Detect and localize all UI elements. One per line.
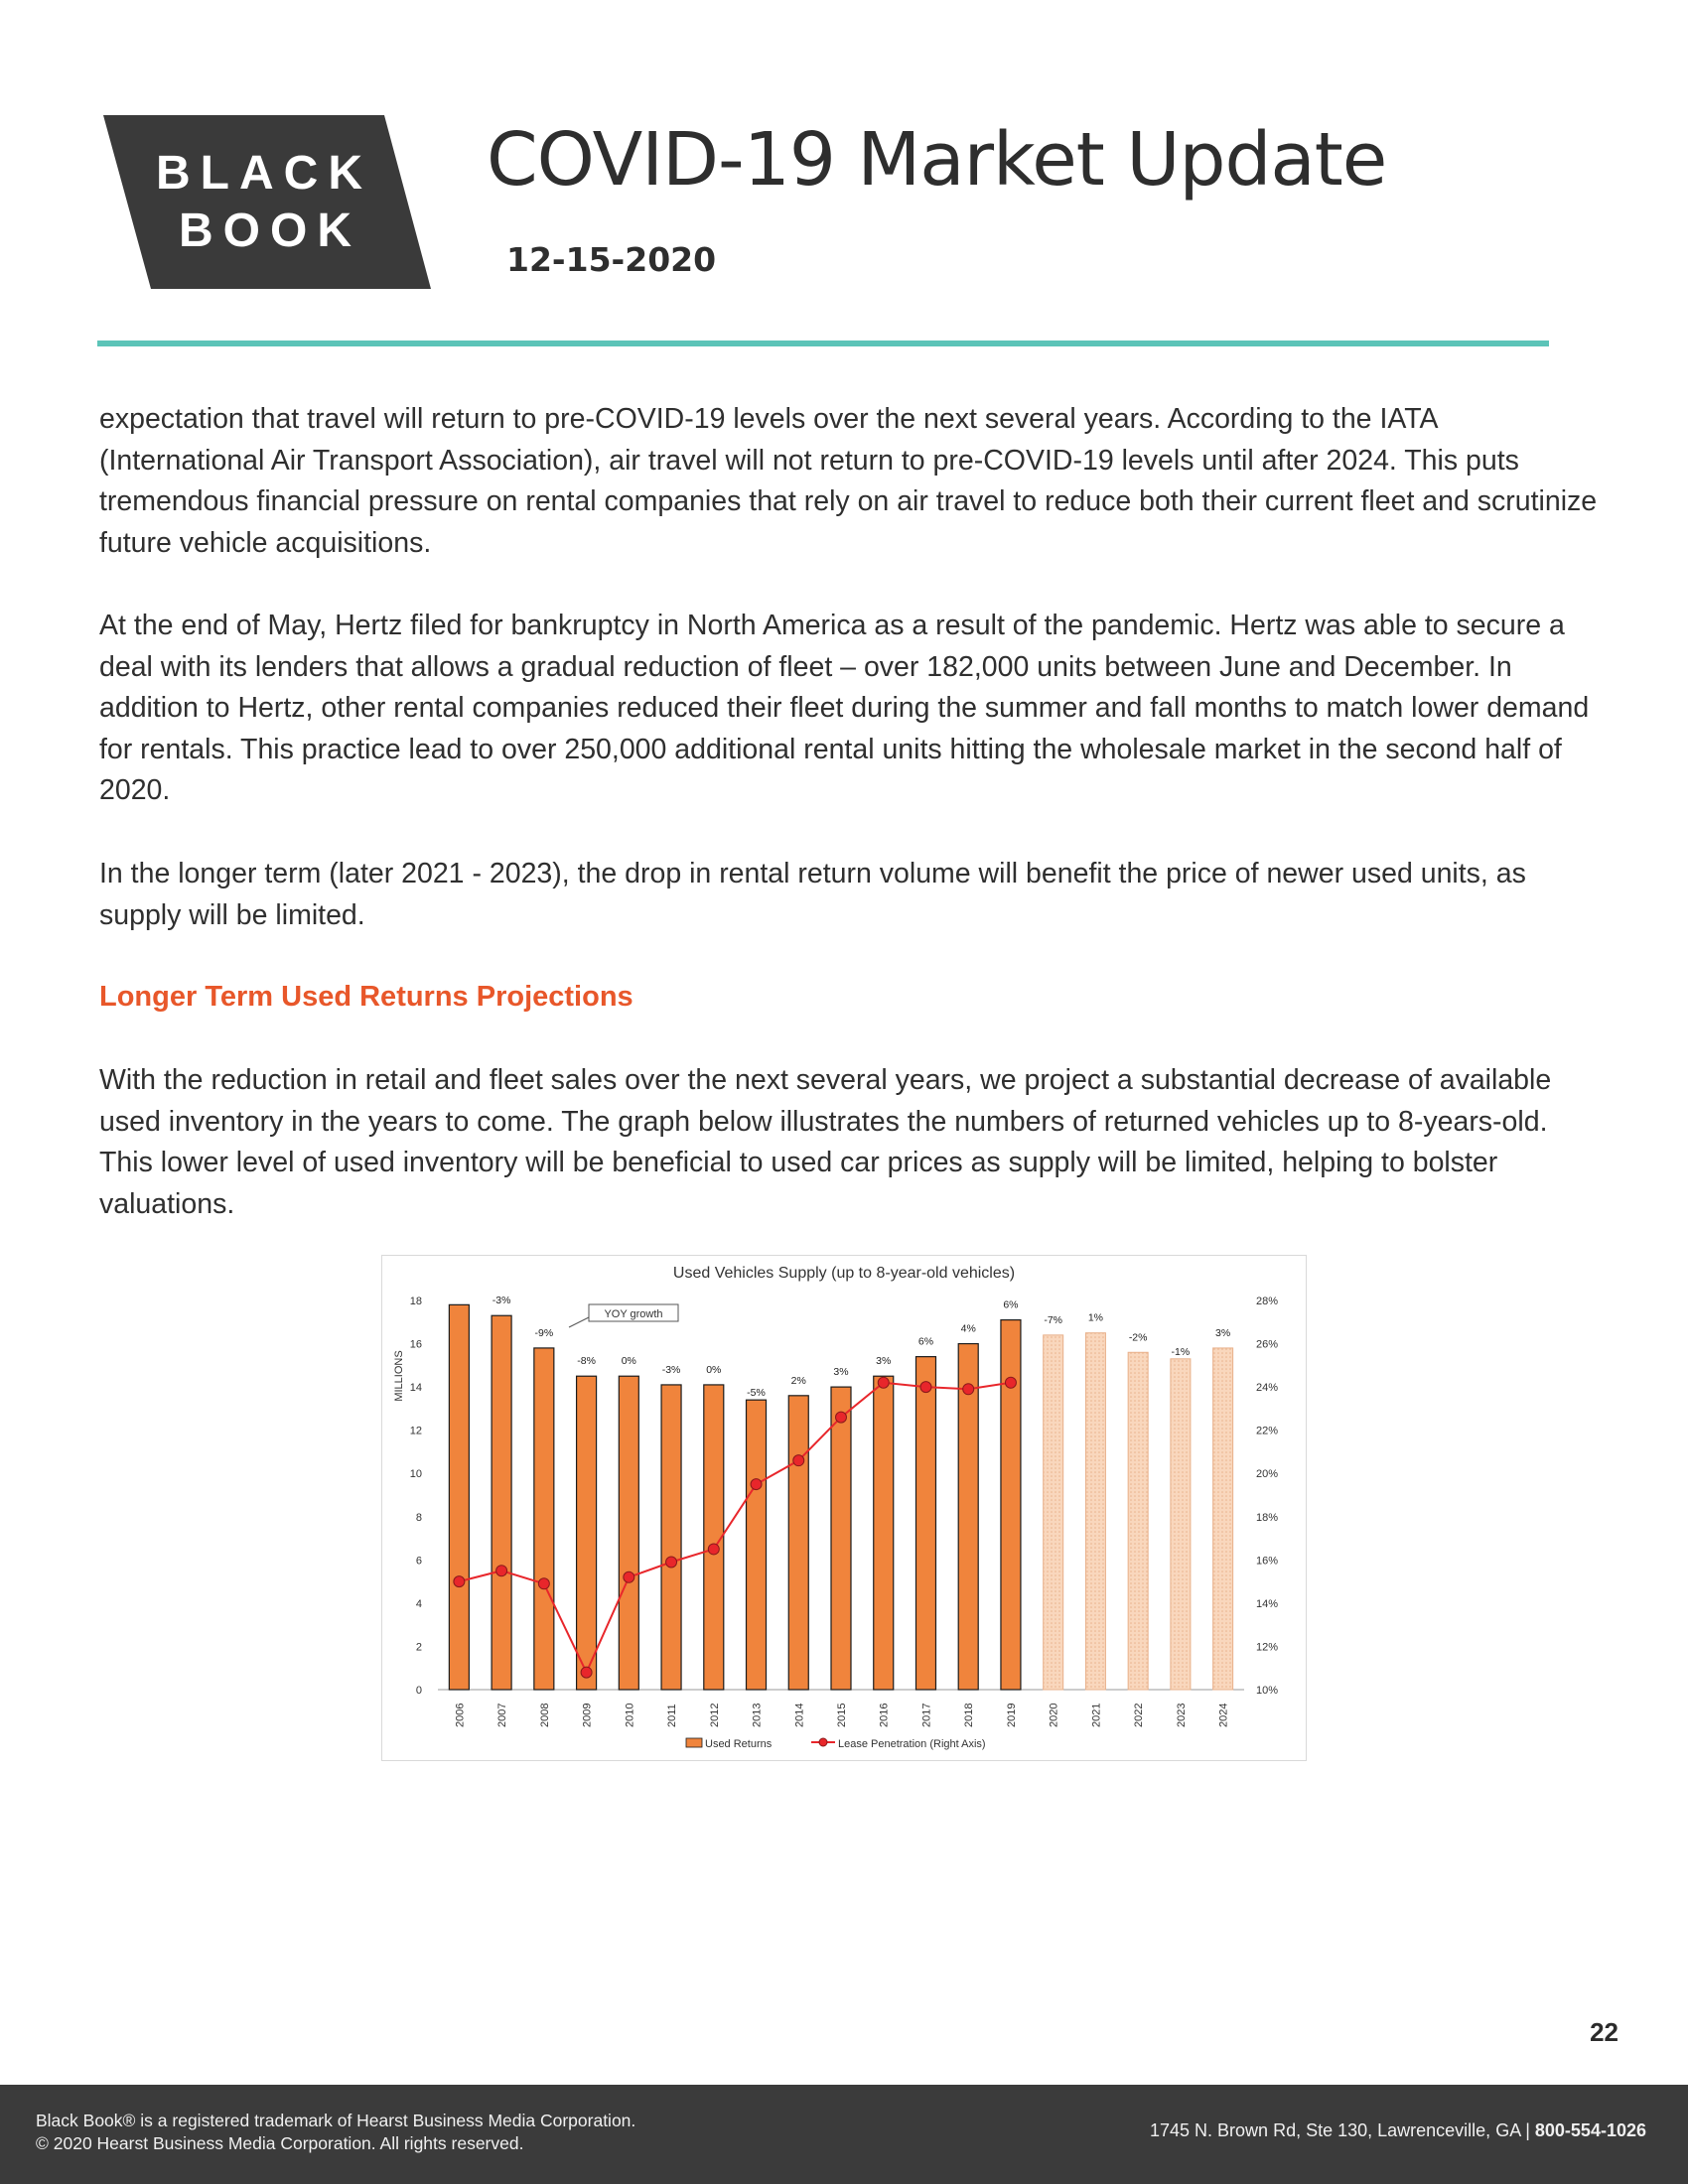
- data-label: -3%: [661, 1363, 681, 1376]
- y-tick-label: 8: [415, 1511, 422, 1524]
- y-axis-label: MILLIONS: [393, 1350, 405, 1402]
- x-tick-label: 2019: [1005, 1703, 1018, 1727]
- data-label: 3%: [876, 1355, 892, 1368]
- x-tick-label: 2009: [581, 1703, 594, 1727]
- bar-2017: [915, 1357, 935, 1690]
- annotation-text: YOY growth: [604, 1308, 663, 1320]
- logo-line-2: BOOK: [179, 205, 361, 257]
- lease-point-2018: [963, 1384, 974, 1395]
- paragraph-2: At the end of May, Hertz filed for bankruptcy in North America as a result of the pandemic. Hertz was able to secure a deal with its lenders that allows a gradual reduction of fleet – over 182,000 units between June and December. In addition to Hertz, other rental companies reduced their fleet during the summer and fall months to match lower demand for rentals. This practice lead to over 250,000 additional rental units hitting the wholesale market in the second half of 2020.: [99, 610, 1590, 806]
- lease-point-2011: [666, 1557, 677, 1568]
- y2-tick-label: 20%: [1256, 1468, 1279, 1481]
- footer: [0, 2085, 1688, 2184]
- data-label: 0%: [706, 1363, 722, 1376]
- data-label: -1%: [1171, 1345, 1191, 1358]
- data-label: 6%: [1003, 1298, 1019, 1311]
- lease-point-2013: [751, 1479, 762, 1490]
- lease-point-2009: [581, 1667, 592, 1678]
- bar-2008: [534, 1348, 554, 1690]
- y2-tick-label: 24%: [1256, 1382, 1279, 1395]
- data-label: -3%: [492, 1295, 511, 1307]
- x-tick-label: 2020: [1048, 1703, 1060, 1727]
- page-number: 22: [1590, 2017, 1618, 2047]
- bar-2020: [1044, 1335, 1063, 1690]
- x-tick-label: 2012: [708, 1703, 721, 1727]
- y-tick-label: 14: [409, 1382, 422, 1395]
- lease-point-2008: [538, 1578, 549, 1589]
- legend-line-marker: [819, 1738, 827, 1746]
- y-tick-label: 4: [415, 1597, 422, 1610]
- header-rule: [97, 341, 1549, 346]
- bar-2021: [1085, 1333, 1105, 1690]
- y2-tick-label: 18%: [1256, 1511, 1279, 1524]
- data-label: 6%: [917, 1335, 934, 1348]
- x-tick-label: 2024: [1217, 1703, 1230, 1727]
- data-label: 0%: [621, 1355, 636, 1368]
- data-label: 3%: [833, 1366, 849, 1379]
- paragraph-4: With the reduction in retail and fleet sales over the next several years, we project a substantial decrease of available used inventory in the years to come. The graph below illustrates the numbers of returned vehicles up to 8-years-old. This lower level of used inventory will be beneficial to used car prices as supply will be limited, helping to bolster valuations.: [99, 1064, 1552, 1220]
- chart-svg: [382, 1256, 1306, 1760]
- black-book-logo: [103, 115, 431, 289]
- paragraph-1: expectation that travel will return to pre-COVID-19 levels over the next several years. According to the IATA (International Air Transport Association), air travel will not return to pre-COVID-19 levels until after 2024. This puts tremendous financial pressure on rental companies that rely on air travel to reduce both their current fleet and scrutinize future vehicle acquisitions.: [99, 403, 1598, 559]
- x-tick-label: 2011: [666, 1704, 679, 1727]
- data-label: 4%: [960, 1322, 976, 1335]
- x-tick-label: 2014: [793, 1703, 806, 1727]
- logo-line-1: BLACK: [156, 147, 372, 200]
- bar-2009: [577, 1376, 597, 1690]
- y-tick-label: 6: [415, 1555, 422, 1568]
- y-tick-label: 12: [409, 1425, 422, 1437]
- x-tick-label: 2013: [751, 1703, 764, 1727]
- legend-bar-swatch: [686, 1738, 702, 1747]
- x-tick-label: 2021: [1090, 1703, 1103, 1727]
- lease-point-2012: [708, 1544, 719, 1555]
- bar-2007: [492, 1315, 511, 1690]
- y-tick-label: 16: [409, 1338, 422, 1351]
- data-label: -9%: [534, 1326, 554, 1339]
- y2-tick-label: 16%: [1256, 1555, 1279, 1568]
- data-label: 3%: [1215, 1326, 1231, 1339]
- y-tick-label: 10: [409, 1468, 422, 1481]
- bar-2015: [831, 1387, 851, 1690]
- bar-2018: [958, 1344, 978, 1690]
- paragraph-3: In the longer term (later 2021 - 2023), the drop in rental return volume will benefit the price of newer used units, as supply will be limited.: [99, 858, 1526, 931]
- bar-2011: [661, 1385, 681, 1690]
- lease-point-2014: [793, 1455, 804, 1466]
- data-label: 1%: [1087, 1311, 1104, 1324]
- lease-point-2019: [1005, 1377, 1016, 1388]
- x-tick-label: 2022: [1133, 1703, 1146, 1727]
- report-date: 12-15-2020: [506, 240, 717, 279]
- x-tick-label: 2008: [538, 1703, 551, 1727]
- lease-point-2015: [836, 1412, 847, 1423]
- data-label: -7%: [1044, 1313, 1063, 1326]
- x-tick-label: 2006: [454, 1703, 467, 1727]
- x-tick-label: 2017: [920, 1703, 933, 1727]
- lease-point-2016: [878, 1377, 889, 1388]
- x-tick-label: 2007: [496, 1703, 509, 1727]
- annotation-pointer: [569, 1317, 589, 1327]
- x-tick-label: 2018: [963, 1703, 976, 1727]
- y2-tick-label: 26%: [1256, 1338, 1279, 1351]
- legend-line-label: Lease Penetration (Right Axis): [838, 1738, 986, 1750]
- y2-tick-label: 14%: [1256, 1597, 1279, 1610]
- bar-2016: [874, 1376, 894, 1690]
- x-tick-label: 2015: [836, 1703, 848, 1727]
- footer-copyright: © 2020 Hearst Business Media Corporation. All rights reserved.: [36, 2133, 524, 2153]
- data-label: -5%: [747, 1387, 766, 1400]
- bar-2019: [1001, 1320, 1021, 1690]
- bar-2010: [619, 1376, 638, 1690]
- y2-tick-label: 28%: [1256, 1296, 1279, 1307]
- x-tick-label: 2023: [1175, 1703, 1188, 1727]
- y-tick-label: 18: [409, 1296, 422, 1307]
- lease-point-2006: [454, 1576, 465, 1587]
- y2-tick-label: 22%: [1256, 1425, 1279, 1437]
- bar-2024: [1213, 1348, 1233, 1690]
- bar-2023: [1171, 1359, 1191, 1690]
- used-vehicles-supply-chart: [381, 1255, 1307, 1761]
- x-tick-label: 2010: [624, 1703, 636, 1727]
- bar-2022: [1128, 1352, 1148, 1690]
- bar-2006: [449, 1304, 469, 1690]
- x-tick-label: 2016: [878, 1703, 891, 1727]
- data-label: -8%: [577, 1355, 596, 1368]
- lease-point-2007: [496, 1566, 507, 1576]
- chart-title: Used Vehicles Supply (up to 8-year-old vehicles): [672, 1265, 1016, 1282]
- bar-2013: [747, 1400, 767, 1690]
- y2-tick-label: 12%: [1256, 1641, 1279, 1654]
- footer-trademark: Black Book® is a registered trademark of Hearst Business Media Corporation.: [36, 2111, 636, 2130]
- bar-2014: [788, 1396, 808, 1690]
- y-tick-label: 0: [415, 1685, 422, 1697]
- y-tick-label: 2: [415, 1641, 422, 1654]
- footer-phone: 800-554-1026: [1534, 2120, 1646, 2140]
- page-title: COVID-19 Market Update: [487, 117, 1387, 203]
- data-label: 2%: [790, 1374, 806, 1387]
- footer-contact: [1150, 2120, 1646, 2141]
- footer-address: 1745 N. Brown Rd, Ste 130, Lawrenceville, GA |: [1150, 2120, 1535, 2140]
- section-heading: Longer Term Used Returns Projections: [99, 981, 633, 1013]
- legend-bar-label: Used Returns: [705, 1738, 773, 1750]
- y2-tick-label: 10%: [1256, 1685, 1279, 1697]
- lease-point-2017: [920, 1382, 931, 1393]
- data-label: -2%: [1128, 1331, 1148, 1344]
- lease-point-2010: [624, 1571, 634, 1582]
